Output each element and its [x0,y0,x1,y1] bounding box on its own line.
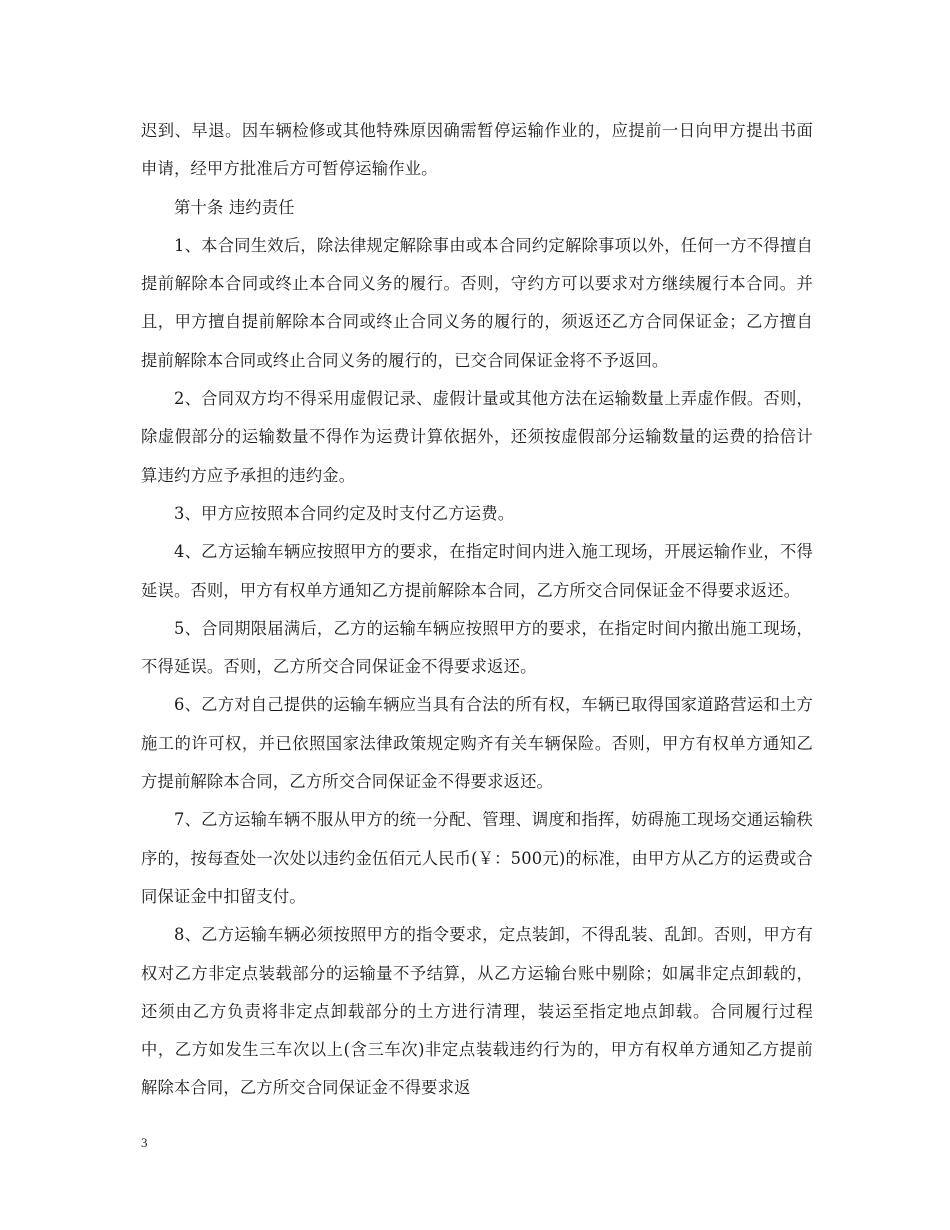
document-body [141,112,813,1108]
paragraph-continuation: 迟到、早退。因车辆检修或其他特殊原因确需暂停运输作业的，应提前一日向甲方提出书面申请，经甲方批准后方可暂停运输作业。 [141,121,813,179]
clause-7: 7、乙方运输车辆不服从甲方的统一分配、管理、调度和指挥，妨碍施工现场交通运输秩序的，按每查处一次处以违约金伍佰元人民币(￥：500元)的标准，由甲方从乙方的运费或合同保证金中扣留支付。 [141,810,813,906]
clause-3: 3、甲方应按照本合同约定及时支付乙方运费。 [174,503,515,523]
clause-6: 6、乙方对自己提供的运输车辆应当具有合法的所有权，车辆已取得国家道路营运和土方施工的许可权，并已依照国家法律政策规定购齐有关车辆保险。否则，甲方有权单方通知乙方提前解除本合同，乙方所交合同保证金不得要求返还。 [141,695,813,792]
clause-2: 2、合同双方均不得采用虚假记录、虚假计量或其他方法在运输数量上弄虚作假。否则，除虚假部分的运输数量不得作为运费计算依据外，还须按虚假部分运输数量的运费的拾倍计算违约方应予承担的违约金。 [141,389,813,485]
clause-4: 4、乙方运输车辆应按照甲方的要求，在指定时间内进入施工现场，开展运输作业，不得延误。否则，甲方有权单方通知乙方提前解除本合同，乙方所交合同保证金不得要求返还。 [141,542,813,600]
clause-8: 8、乙方运输车辆必须按照甲方的指令要求，定点装卸，不得乱装、乱卸。否则，甲方有权对乙方非定点装载部分的运输量不予结算，从乙方运输台账中剔除；如属非定点卸载的，还须由乙方负责将非定点卸载部分的土方进行清理，装运至指定地点卸载。合同履行过程中，乙方如发生三车次以上(含三车次)非定点装载违约行为的，甲方有权单方通知乙方提前解除本合同，乙方所交合同保证金不得要求返 [141,925,813,1098]
clause-5: 5、合同期限届满后，乙方的运输车辆应按照甲方的要求，在指定时间内撤出施工现场，不得延误。否则，乙方所交合同保证金不得要求返还。 [141,618,813,677]
page-number: 3 [141,1135,148,1150]
clause-1: 1、本合同生效后，除法律规定解除事由或本合同约定解除事项以外，任何一方不得擅自提前解除本合同或终止本合同义务的履行。否则，守约方可以要求对方继续履行本合同。并且，甲方擅自提前解除本合同或终止合同义务的履行的，须返还乙方合同保证金；乙方擅自提前解除本合同或终止合同义务的履行的，已交合同保证金将不予返回。 [141,235,813,370]
section-heading-article-10: 第十条 违约责任 [174,197,295,217]
